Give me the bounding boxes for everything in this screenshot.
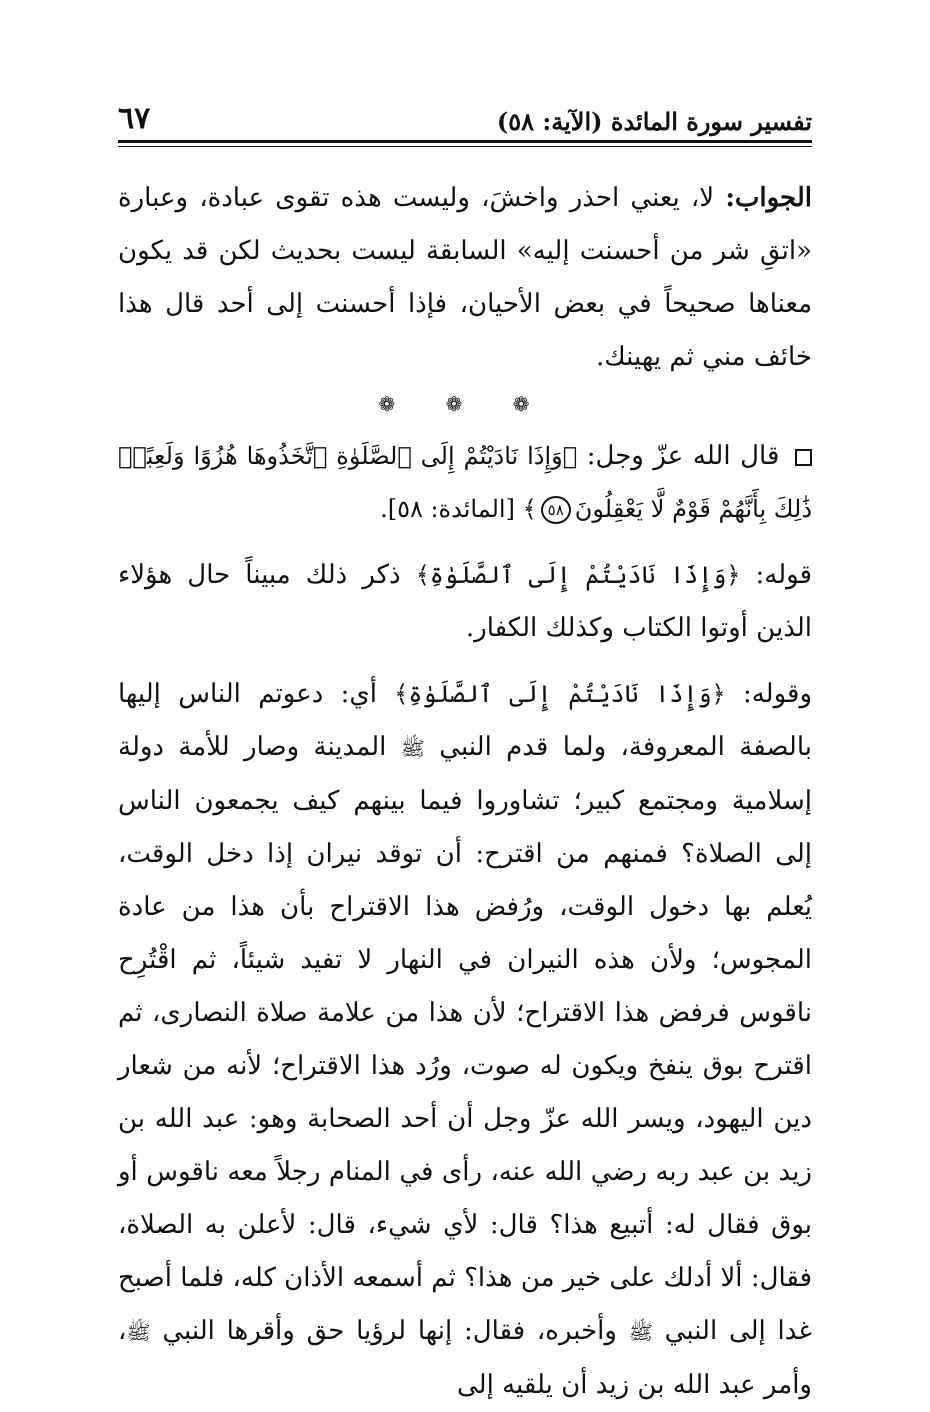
commentary-1-intro: قوله: — [740, 560, 812, 590]
commentary-2-text-1: أي: دعوتم الناس إليها بالصفة المعروفة، ولما قدم النبي — [118, 679, 812, 762]
ayah-number-marker: ٥٨ — [541, 496, 571, 524]
commentary-paragraph-1 — [118, 549, 812, 655]
salutation-glyph: ﷺ — [400, 736, 425, 760]
section-separator: ❁ ❁ ❁ — [378, 392, 552, 416]
commentary-2-text-3: وأخبره، فقال: إنها لرؤيا حق وأقرها النبي — [150, 1316, 629, 1346]
commentary-2-text-2: المدينة وصار للأمة دولة إسلامية ومجتمع كبير؛ تشاوروا فيما بينهم كيف يجمعون الناس إلى الصلاة؟ فمنهم من اقترح: أن توقد نيران إذا دخل الوقت، يُعلم بها دخول الوقت، ورُفض هذا الاقتراح بأن هذا من عادة المجوس؛ ولأن هذه النيران في النهار لا تفيد شيئاً، ثم اقْتُرِح ناقوس فرفض هذا الاقتراح؛ لأن هذا من علامة صلاة النصارى، ثم اقترح بوق ينفخ ويكون له صوت، ورُد هذا الاقتراح؛ لأنه من شعار دين اليهود، ويسر الله عزّ وجل أن أحد الصحابة وهو: عبد الله بن زيد بن عبد ربه رضي الله عنه، رأى في المنام رجلاً معه ناقوس أو بوق فقال له: أتبيع هذا؟ قال: لأي شيء، قال: لأعلن به الصلاة، فقال: ألا أدلك على خير من هذا؟ ثم أسمعه الأذان كله، فلما أصبح غدا إلى النبي — [118, 732, 813, 1346]
commentary-1-verse: ﴿وَإِذَا نَادَيْتُمْ إِلَى ٱلصَّلَوٰةِ﴾ — [415, 561, 741, 589]
page-number: ٦٧ — [118, 101, 151, 136]
page-body — [118, 172, 812, 1412]
salutation-glyph: ﷺ — [126, 1320, 151, 1344]
commentary-paragraph-2 — [118, 668, 812, 1412]
header-rule-thick — [118, 140, 812, 143]
verse-reference: [المائدة: ٥٨]. — [380, 495, 523, 523]
square-bullet-icon — [795, 449, 812, 466]
commentary-2-verse: ﴿وَإِذَا نَادَيْتُمْ إِلَى ٱلصَّلَوٰةِ﴾ — [394, 680, 726, 708]
answer-paragraph — [118, 172, 812, 384]
quran-verse-close: ﴾ — [522, 495, 537, 523]
commentary-2-text-4: ، وأمر عبد الله بن زيد أن يلقيه إلى — [118, 1316, 812, 1400]
answer-text: لا، يعني احذر واخشَ، وليست هذه تقوى عبادة، وعبارة «اتقِ شر من أحسنت إليه» السابقة ليست بحديث لكن قد يكون معناها صحيحاً في بعض الأحيان، فإذا أحسنت إلى أحد قال هذا خائف مني ثم يهينك. — [118, 183, 812, 372]
commentary-2-intro: وقوله: — [725, 679, 812, 709]
running-title: تفسير سورة المائدة (الآية: ٥٨) — [496, 107, 812, 136]
commentary-1-text: ذكر ذلك مبيناً حال هؤلاء الذين أوتوا الكتاب وكذلك الكفار. — [118, 560, 812, 643]
page-header — [118, 96, 812, 136]
salutation-glyph: ﷺ — [628, 1320, 653, 1344]
answer-lead: الجواب: — [725, 183, 812, 213]
quran-verse: ﴿وَإِذَا نَادَيْتُمْ إِلَى ٱلصَّلَوٰةِ ٱتَّخَذُوهَا هُزُوًا وَلَعِبًاۚ ذَٰلِكَ بِأَنَّهُمْ قَوْمٌ لَّا يَعْقِلُونَ — [118, 442, 812, 523]
header-rule-thin — [118, 146, 812, 147]
verse-paragraph — [118, 430, 812, 536]
verse-intro: قال الله عزّ وجل: — [577, 441, 789, 471]
